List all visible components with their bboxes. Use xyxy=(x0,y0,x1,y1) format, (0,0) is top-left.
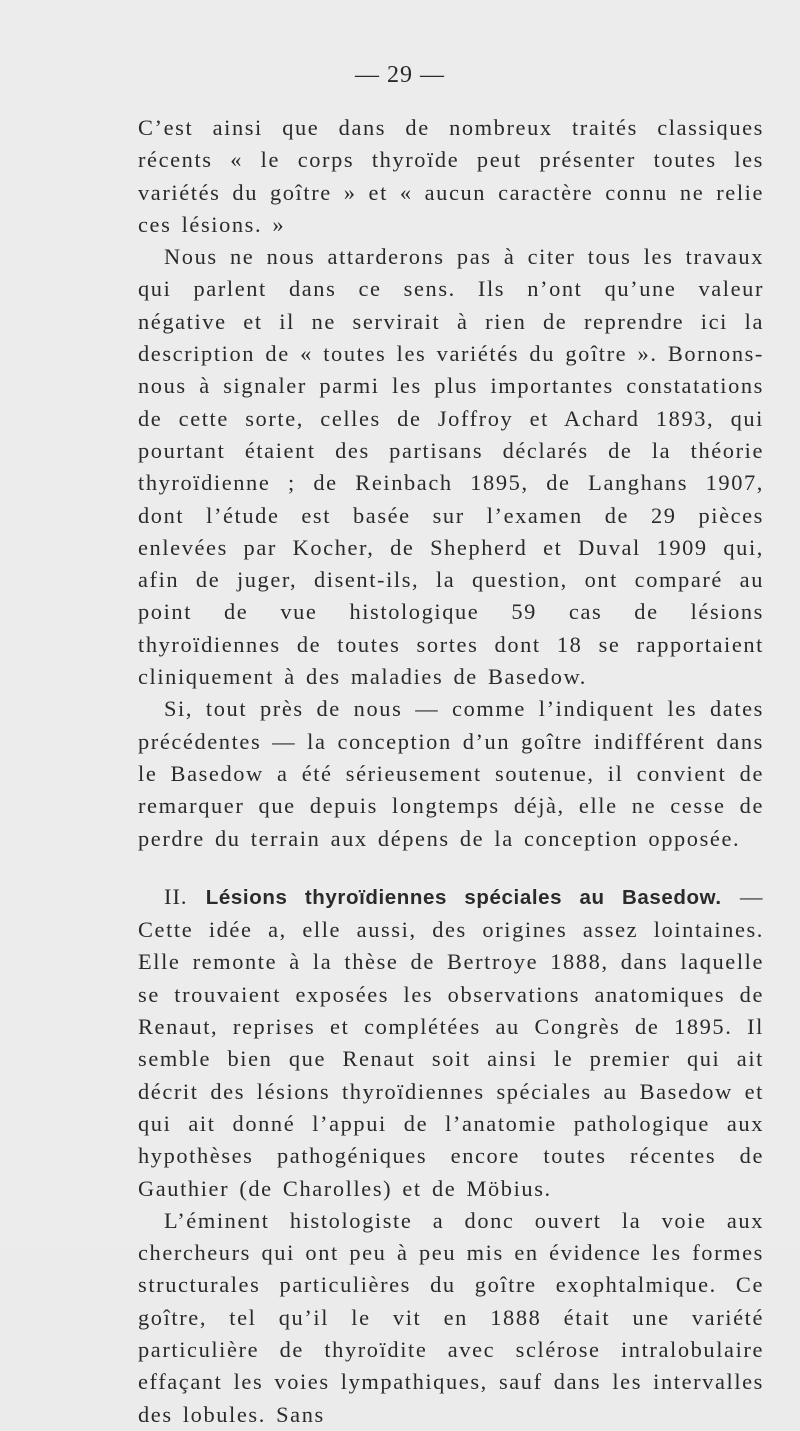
section-paragraph-1 xyxy=(138,881,764,1205)
section-paragraph-2: L’éminent histologiste a donc ouvert la voie aux chercheurs qui ont peu à peu mis en évidence les formes structurales particulières du goître exophtalmique. Ce goître, tel qu’il le vit en 1888 était une variété particulière de thyroïdite avec sclérose intralobulaire effaçant les voies lympathiques, sauf dans les intervalles des lobules. Sans xyxy=(138,1207,764,1427)
section-gap xyxy=(138,855,764,881)
section-heading: Lésions thyroïdiennes spéciales au Basedow. xyxy=(205,885,722,909)
section-text: — Cette idée a, elle aussi, des origines assez lointaines. Elle remonte à la thèse de Bertroye 1888, dans laquelle se trouvaient exposées les observations anatomiques de Renaut, reprises et complétées au Congrès de 1895. Il semble bien que Renaut soit ainsi le premier qui ait décrit des lésions thyroïdiennes spéciales au Basedow et qui ait donné l’appui de l’anatomie pathologique aux hypothèses pathogéniques encore toutes récentes de Gauthier (de Charolles) et de Möbius. xyxy=(138,883,765,1201)
body-text xyxy=(138,112,764,1431)
section-number: II. xyxy=(164,883,188,909)
paragraph-2: Nous ne nous attarderons pas à citer tous les travaux qui parlent dans ce sens. Ils n’ont qu’une valeur négative et il ne servirait à rien de reprendre ici la description de « toutes les variétés du goître ». Bornons-nous à signaler parmi les plus importantes constatations de cette sorte, celles de Joffroy et Achard 1893, qui pourtant étaient des partisans déclarés de la théorie thyroïdienne ; de Reinbach 1895, de Langhans 1907, dont l’étude est basée sur l’examen de 29 pièces enlevées par Kocher, de Shepherd et Duval 1909 qui, afin de juger, disent-ils, la question, ont comparé au point de vue histologique 59 cas de lésions thyroïdiennes de toutes sortes dont 18 se rapportaient cliniquement à des maladies de Basedow. xyxy=(138,244,764,690)
paragraph-1: C’est ainsi que dans de nombreux traités classiques récents « le corps thyroïde peut présenter toutes les variétés du goître » et « aucun caractère connu ne relie ces lésions. » xyxy=(138,115,764,237)
page-number: — 29 — xyxy=(355,62,445,88)
paragraph-3: Si, tout près de nous — comme l’indiquent les dates précédentes — la conception d’un goître indifférent dans le Basedow a été sérieusement soutenue, il convient de remarquer que depuis longtemps déjà, elle ne cesse de perdre du terrain aux dépens de la conception opposée. xyxy=(138,696,764,851)
